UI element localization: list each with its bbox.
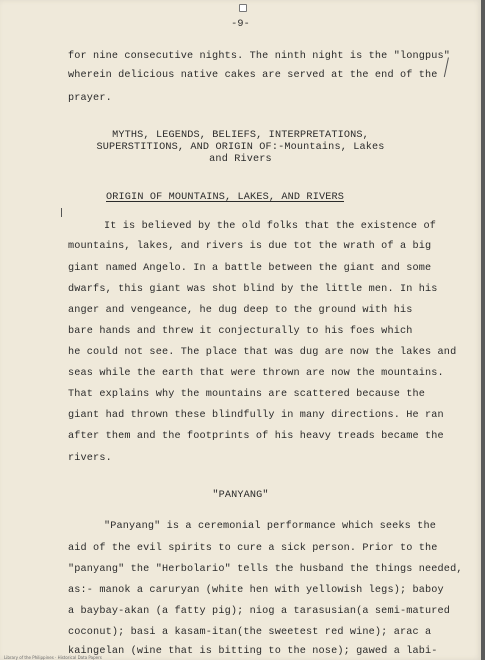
viewer-edge bbox=[481, 0, 485, 660]
intro-line: for nine consecutive nights. The ninth night is the "longpus" bbox=[68, 51, 451, 62]
subheading: ORIGIN OF MOUNTAINS, LAKES, AND RIVERS bbox=[106, 192, 345, 203]
page-number: -9- bbox=[231, 19, 250, 30]
paragraph-line: after them and the footprints of his heavy treads became the bbox=[68, 431, 444, 442]
paragraph-line: "Panyang" is a ceremonial performance which seeks the bbox=[104, 521, 436, 532]
paragraph-line: he could not see. The place that was dug are now the lakes and bbox=[68, 347, 457, 358]
paragraph-line: rivers. bbox=[68, 453, 112, 464]
paragraph-line: mountains, lakes, and rivers is due tot the wrath of a big bbox=[68, 241, 432, 252]
paragraph-line: seas while the earth that were thrown are now the mountains. bbox=[68, 368, 444, 379]
pencil-mark-icon bbox=[432, 55, 449, 77]
paragraph-line: dwarfs, this giant was shot blind by the little men. In his bbox=[68, 284, 438, 295]
intro-line: wherein delicious native cakes are served at the end of the bbox=[68, 70, 438, 81]
paragraph-line: giant named Angelo. In a battle between the giant and some bbox=[68, 263, 432, 274]
footer-note: Library of the Philippines · Historical Data Papers bbox=[4, 655, 102, 660]
paragraph-line: anger and vengeance, he dug deep to the ground with his bbox=[68, 305, 413, 316]
paragraph-line: "panyang" the "Herbolario" tells the husband the things needed, bbox=[68, 564, 463, 575]
paragraph-line: It is believed by the old folks that the existence of bbox=[104, 221, 436, 232]
section-heading-line: SUPERSTITIONS, AND ORIGIN OF:-Mountains, Lakes bbox=[96, 142, 385, 153]
paragraph-line: bare hands and threw it conjecturally to his foes which bbox=[68, 326, 413, 337]
section-heading-line: and Rivers bbox=[209, 154, 272, 165]
paragraph-line: That explains why the mountains are scattered because the bbox=[68, 389, 426, 400]
paragraph-line: kaingelan (wine that is bitting to the nose); gawed a labi- bbox=[68, 646, 438, 657]
paragraph-line: as:- manok a caruryan (white hen with yellowish legs); baboy bbox=[68, 585, 444, 596]
margin-mark bbox=[61, 208, 62, 217]
page-marker-icon bbox=[239, 4, 247, 12]
section-heading-line: MYTHS, LEGENDS, BELIEFS, INTERPRETATIONS, bbox=[112, 130, 369, 141]
paragraph-line: giant had thrown these blindfully in many directions. He ran bbox=[68, 410, 444, 421]
paragraph-line: a baybay-akan (a fatty pig); niog a tarasusian(a semi-matured bbox=[68, 606, 451, 617]
paragraph-line: coconut); basi a kasam-itan(the sweetest red wine); arac a bbox=[68, 627, 432, 638]
paragraph-line: aid of the evil spirits to cure a sick person. Prior to the bbox=[68, 543, 438, 554]
intro-line: prayer. bbox=[68, 93, 112, 104]
panyang-heading: "PANYANG" bbox=[212, 490, 269, 501]
